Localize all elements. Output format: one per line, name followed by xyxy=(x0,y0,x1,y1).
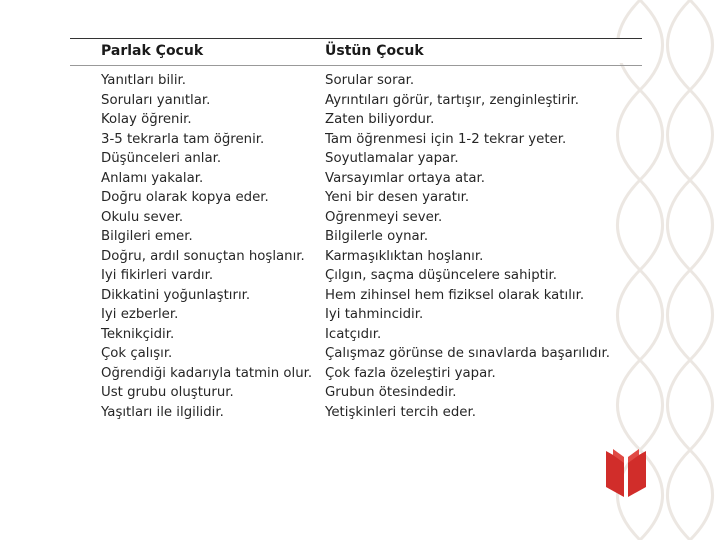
cell-parlak-cocuk: Yanıtları bilir. xyxy=(101,73,187,89)
table-row xyxy=(70,344,642,364)
cell-ustun-cocuk: Tam öğrenmesi için 1-2 tekrar yeter. xyxy=(325,131,567,147)
cell-ustun-cocuk: Karmaşıklıktan hoşlanır. xyxy=(325,248,484,264)
cell-parlak-cocuk: Doğru, ardıl sonuçtan hoşlanır. xyxy=(101,248,305,264)
table-row xyxy=(70,247,642,267)
cell-parlak-cocuk: Düşünceleri anlar. xyxy=(101,151,222,167)
table-row xyxy=(70,130,642,150)
table-row xyxy=(70,169,642,189)
table-row xyxy=(70,286,642,306)
table-row xyxy=(70,305,642,325)
cell-parlak-cocuk: İyi fikirleri vardır. xyxy=(101,268,214,284)
table-row xyxy=(70,188,642,208)
cell-ustun-cocuk: Çok fazla özeleştiri yapar. xyxy=(325,365,496,381)
table-row xyxy=(70,149,642,169)
cell-ustun-cocuk: Soyutlamalar yapar. xyxy=(325,151,459,167)
table-row xyxy=(70,325,642,345)
cell-parlak-cocuk: Anlamı yakalar. xyxy=(101,170,204,186)
cell-parlak-cocuk: Kolay öğrenir. xyxy=(101,112,192,128)
table-row xyxy=(70,208,642,228)
cell-ustun-cocuk: Grubun ötesindedir. xyxy=(325,385,457,401)
table-row xyxy=(70,383,642,403)
table-header-row xyxy=(70,39,642,63)
cell-ustun-cocuk: Hem zihinsel hem fiziksel olarak katılır. xyxy=(325,287,585,303)
table-row xyxy=(70,227,642,247)
cell-parlak-cocuk: Dikkatini yoğunlaştırır. xyxy=(101,287,251,303)
cell-parlak-cocuk: Üst grubu oluşturur. xyxy=(101,385,234,401)
cell-parlak-cocuk: Soruları yanıtlar. xyxy=(101,92,211,108)
cell-ustun-cocuk: Öğrenmeyi sever. xyxy=(325,209,443,225)
table-row xyxy=(70,266,642,286)
table-row xyxy=(70,110,642,130)
cell-ustun-cocuk: Çalışmaz görünse de sınavlarda başarılıdır. xyxy=(325,346,610,362)
cell-parlak-cocuk: İyi ezberler. xyxy=(101,307,179,323)
cell-parlak-cocuk: Doğru olarak kopya eder. xyxy=(101,190,269,206)
cell-parlak-cocuk: Yaşıtları ile ilgilidir. xyxy=(101,404,224,420)
red-book-logo-icon xyxy=(604,449,648,499)
cell-parlak-cocuk: Öğrendiği kadarıyla tatmin olur. xyxy=(101,365,313,381)
cell-parlak-cocuk: Okulu sever. xyxy=(101,209,184,225)
table-row xyxy=(70,71,642,91)
cell-parlak-cocuk: Çok çalışır. xyxy=(101,346,173,362)
cell-ustun-cocuk: Çılgın, saçma düşüncelere sahiptir. xyxy=(325,268,558,284)
table-header-rule xyxy=(70,65,642,66)
cell-ustun-cocuk: Varsayımlar ortaya atar. xyxy=(325,170,485,186)
cell-ustun-cocuk: Ayrıntıları görür, tartışır, zenginleştirir. xyxy=(325,92,579,108)
cell-ustun-cocuk: Yeni bir desen yaratır. xyxy=(325,190,470,206)
table-row xyxy=(70,91,642,111)
comparison-table xyxy=(70,38,642,422)
cell-ustun-cocuk: Bilgilerle oynar. xyxy=(325,229,429,245)
cell-ustun-cocuk: İyi tahmincidir. xyxy=(325,307,424,323)
cell-ustun-cocuk: Zaten biliyordur. xyxy=(325,112,435,128)
cell-ustun-cocuk: Sorular sorar. xyxy=(325,73,415,89)
cell-ustun-cocuk: İcatçıdır. xyxy=(325,326,382,342)
header-parlak-cocuk: Parlak Çocuk xyxy=(101,43,204,59)
table-row xyxy=(70,403,642,423)
table-body xyxy=(70,71,642,422)
cell-ustun-cocuk: Yetişkinleri tercih eder. xyxy=(325,404,476,420)
table-row xyxy=(70,364,642,384)
cell-parlak-cocuk: Bilgileri emer. xyxy=(101,229,193,245)
cell-parlak-cocuk: Teknikçidir. xyxy=(101,326,175,342)
cell-parlak-cocuk: 3-5 tekrarla tam öğrenir. xyxy=(101,131,265,147)
header-ustun-cocuk: Üstün Çocuk xyxy=(325,43,424,59)
